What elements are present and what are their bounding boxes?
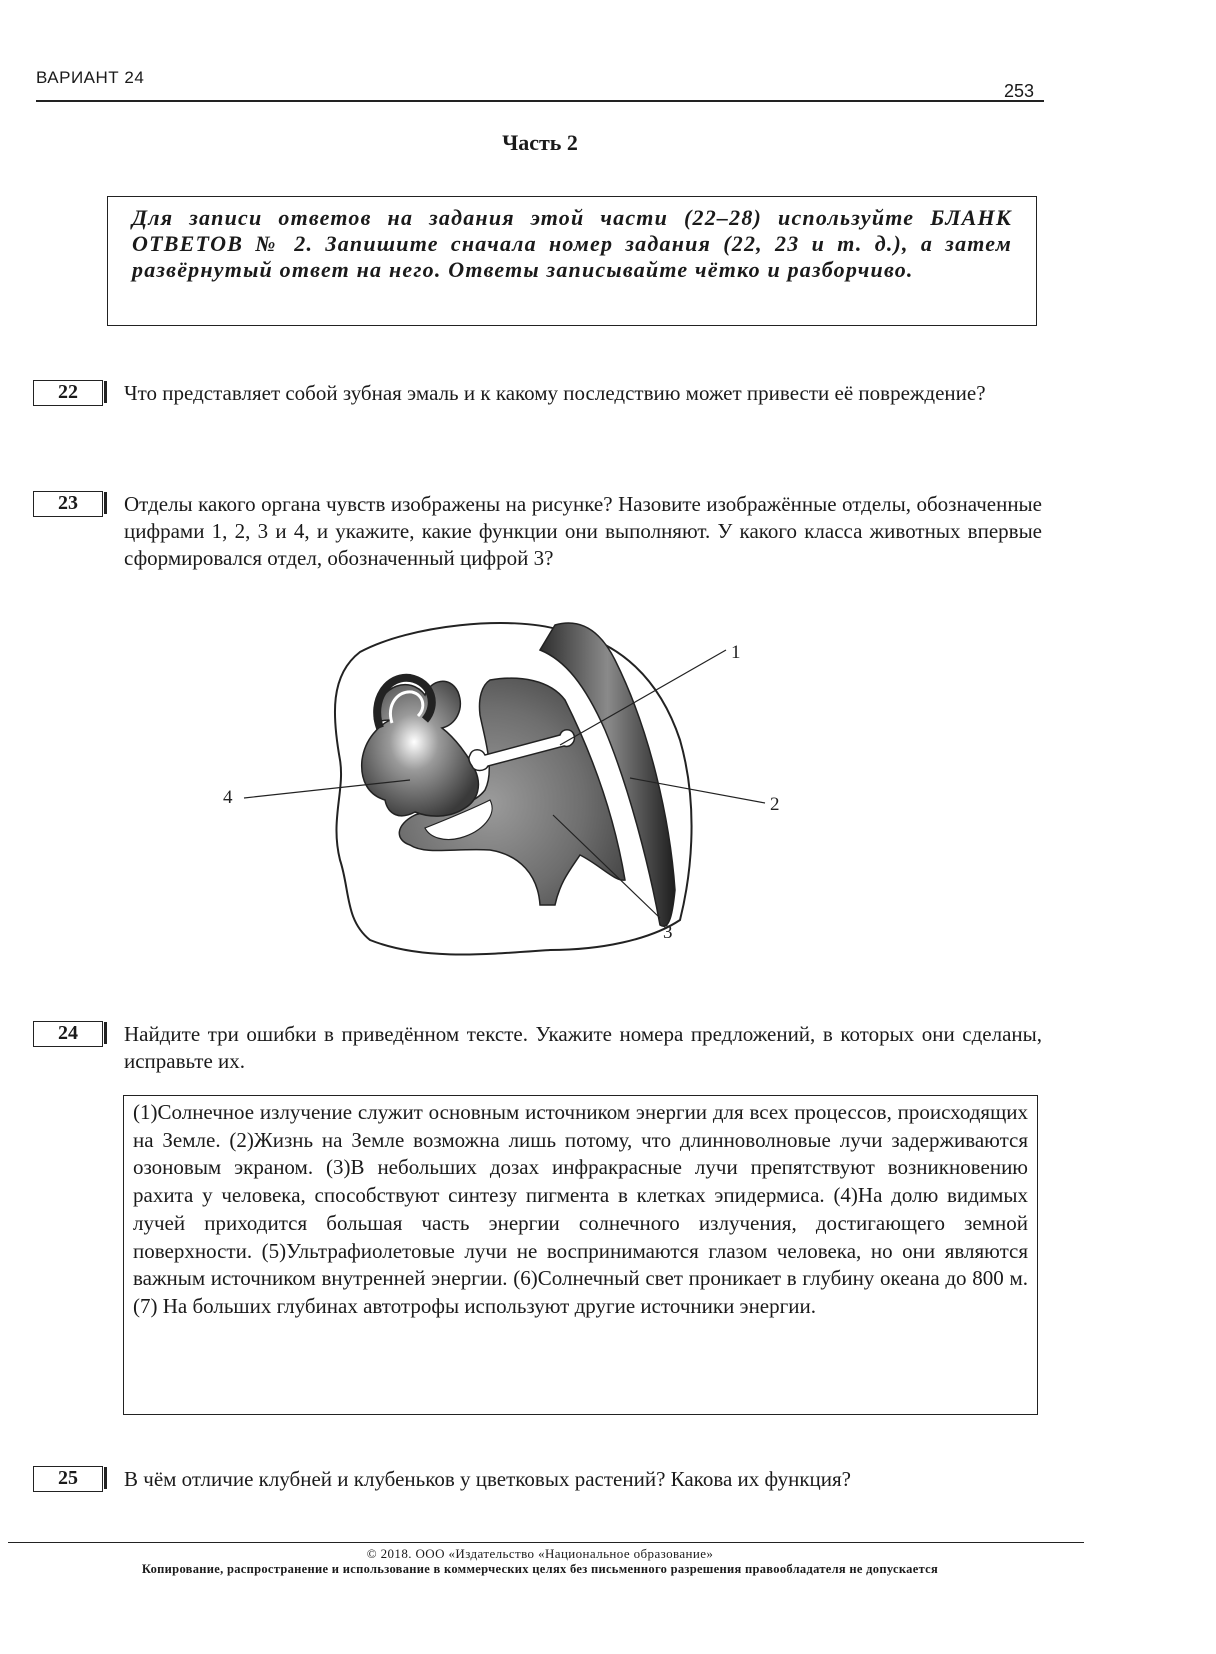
header-divider xyxy=(36,100,1044,102)
task-text-23: Отделы какого органа чувств изображены на рисунке? Назовите изображённые отделы, обозначенные цифрами 1, 2, 3 и 4, и укажите, какие функции они выполняют. У какого класса животных впервые сформировался отдел, обозначенный цифрой 3? xyxy=(124,492,1042,570)
part-title: Часть 2 xyxy=(502,130,578,155)
task-number-24: 24 xyxy=(33,1021,103,1047)
task-number-23: 23 xyxy=(33,491,103,517)
task-text-25: В чём отличие клубней и клубеньков у цветковых растений? Какова их функция? xyxy=(124,1467,852,1491)
label-3: 3 xyxy=(663,922,673,943)
task-text-24: Найдите три ошибки в приведённом тексте. Укажите номера предложений, в которых они сделаны, исправьте их. xyxy=(124,1022,1042,1073)
statement-box xyxy=(123,1095,1038,1415)
footer-notice: Копирование, распространение и использование в коммерческих целях без письменного разрешения правообладателя не допускается xyxy=(141,1562,939,1576)
label-1: 1 xyxy=(731,642,741,663)
task-text-22: Что представляет собой зубная эмаль и к какому последствию может привести её повреждение? xyxy=(124,381,986,405)
ear-diagram xyxy=(220,620,840,990)
instruction-box xyxy=(107,196,1037,326)
task-number-22: 22 xyxy=(33,380,103,406)
statement-text: (1)Солнечное излучение служит основным источником энергии для всех процессов, происходящих на Земле. (2)Жизнь на Земле возможна лишь потому, что длинноволновые лучи задерживаются озоновым экраном. (3)В небольших дозах инфракрасные лучи препятствуют возникновению рахита у человека, способствуют синтезу пигмента в клетках эпидермиса. (4)На долю видимых лучей приходится большая часть энергии солнечного излучения, достигающего земной поверхности. (5)Ультрафиолетовые лучи не воспринимаются глазом человека, но они являются важным источником внутренней энергии. (6)Солнечный свет проникает в глубину океана до 800 м. (7) На больших глубинах автотрофы используют другие источники энергии. xyxy=(133,1100,1028,1318)
footer-divider xyxy=(8,1542,1084,1543)
variant-label: ВАРИАНТ 24 xyxy=(36,68,145,87)
label-2: 2 xyxy=(770,794,780,815)
page-number: 253 xyxy=(1004,81,1035,101)
footer-copyright: © 2018. ООО «Издательство «Национальное образование» xyxy=(366,1546,714,1561)
task-number-25: 25 xyxy=(33,1466,103,1492)
label-4: 4 xyxy=(223,787,233,808)
instruction-text: Для записи ответов на задания этой части (22–28) используйте БЛАНК ОТВЕТОВ № 2. Запишите сначала номер задания (22, 23 и т. д.), а затем развёрнутый ответ на него. Ответы записывайте чётко и разборчиво. xyxy=(132,205,1012,282)
